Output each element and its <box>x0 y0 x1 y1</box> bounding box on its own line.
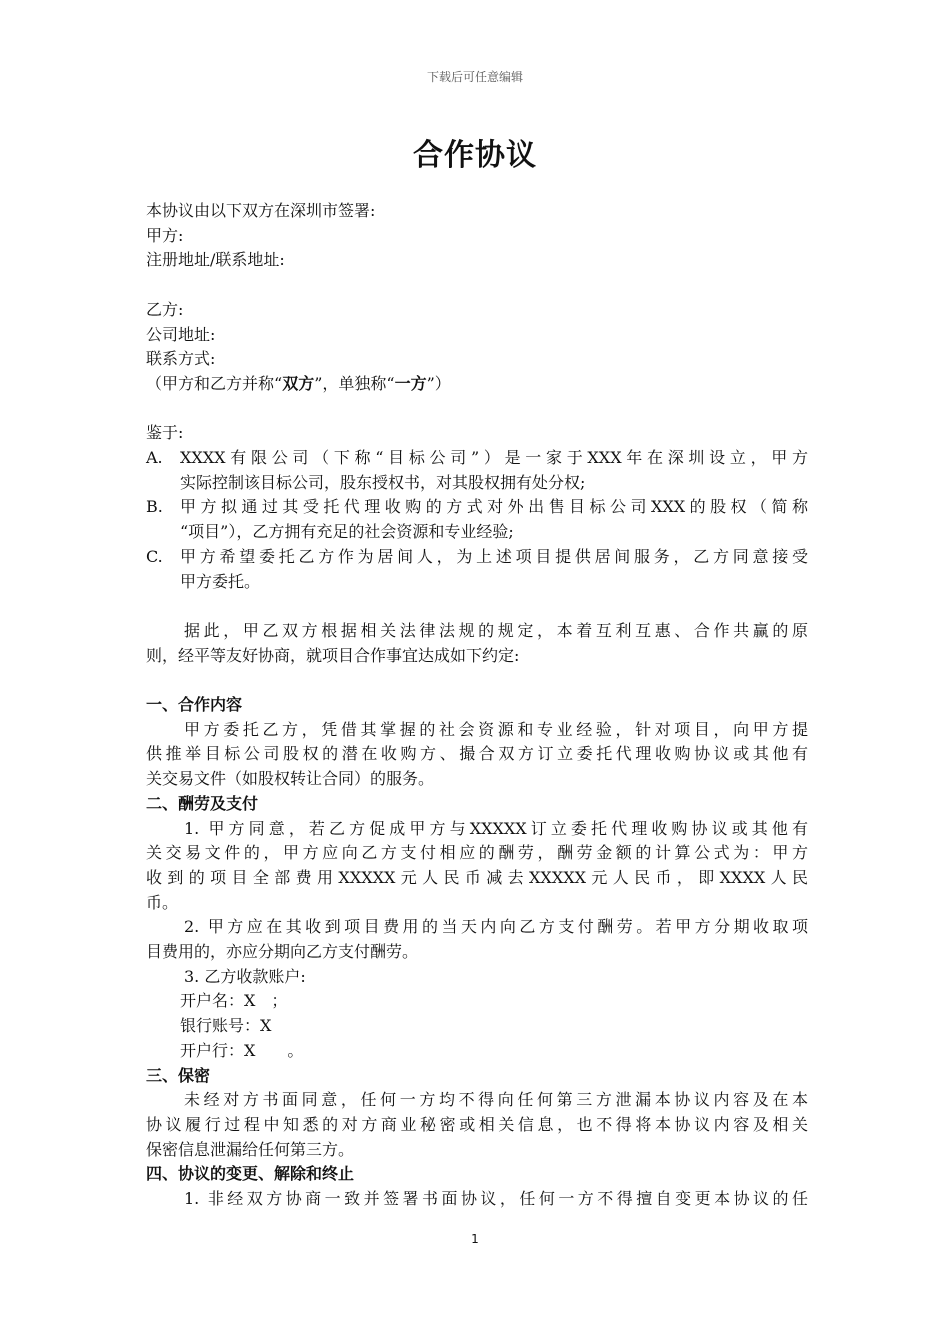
party-a-address-line: 注册地址/联系地址: <box>146 250 285 270</box>
section-2-p3-line: 3. 乙方收款账户: <box>184 966 306 986</box>
whereas-marker: C. <box>146 546 163 566</box>
section-2-p1-line: 收到的项目全部费用XXXXX元人民币减去XXXXX元人民币，即XXXX人民 <box>146 867 808 887</box>
account-name-line: 开户名：X ； <box>180 991 288 1011</box>
section-3-line: 协议履行过程中知悉的对方商业秘密或相关信息，也不得将本协议内容及相关 <box>146 1114 808 1134</box>
section-2-p2-line: 目费用的，亦应分期向乙方支付酬劳。 <box>146 942 419 962</box>
whereas-item-b: B. 甲方拟通过其受托代理收购的方式对外出售目标公司XXX的股权（简称 “项目”），乙方拥有充足的社会资源和专业经验; <box>146 495 808 544</box>
collective-definition: （甲方和乙方并称“双方”，单独称“一方”） <box>146 373 451 393</box>
section-3-heading: 三、保密 <box>146 1065 211 1085</box>
section-1-line: 关交易文件（如股权转让合同）的服务。 <box>146 769 435 789</box>
preamble-line-2: 则，经平等友好协商，就项目合作事宜达成如下约定: <box>146 645 520 665</box>
account-number-line: 银行账号：X <box>180 1016 272 1036</box>
section-4-heading: 四、协议的变更、解除和终止 <box>146 1164 355 1184</box>
party-b-contact-line: 联系方式: <box>146 349 216 369</box>
whereas-item-a: A. XXXX有限公司（下称“目标公司”）是一家于XXX年在深圳设立，甲方 实际控制该目标公司，股东授权书，对其股权拥有处分权; <box>146 446 808 495</box>
section-1-line: 供推举目标公司股权的潜在收购方、撮合双方订立委托代理收购协议或其他有 <box>146 744 808 764</box>
section-2-p1-line: 关交易文件的，甲方应向乙方支付相应的酬劳，酬劳金额的计算公式为：甲方 <box>146 843 808 863</box>
whereas-label: 鉴于: <box>146 423 184 443</box>
section-2-p2-line: 2. 甲方应在其收到项目费用的当天内向乙方支付酬劳。若甲方分期收取项 <box>184 917 808 937</box>
bank-line: 开户行：X 。 <box>180 1040 304 1060</box>
section-2-p1-line: 1. 甲方同意，若乙方促成甲方与XXXXX订立委托代理收购协议或其他有 <box>184 818 808 838</box>
section-4-line: 1. 非经双方协商一致并签署书面协议，任何一方不得擅自变更本协议的任 <box>184 1189 808 1209</box>
section-1-heading: 一、合作内容 <box>146 695 243 714</box>
page-number: 1 <box>471 1232 479 1246</box>
section-1-line: 甲方委托乙方，凭借其掌握的社会资源和专业经验，针对项目，向甲方提 <box>184 719 808 739</box>
whereas-item-c: C. 甲方希望委托乙方作为居间人，为上述项目提供居间服务，乙方同意接受 甲方委托。 <box>146 545 808 594</box>
document-title: 合作协议 <box>413 138 537 173</box>
header-note: 下载后可任意编辑 <box>426 70 523 84</box>
section-3-line: 未经对方书面同意，任何一方均不得向任何第三方泄漏本协议内容及在本 <box>184 1090 808 1110</box>
whereas-marker: A. <box>146 448 163 467</box>
section-3-line: 保密信息泄漏给任何第三方。 <box>146 1139 355 1159</box>
whereas-marker: B. <box>146 497 163 517</box>
section-2-p1-line: 币。 <box>146 892 179 912</box>
party-a-line: 甲方: <box>146 225 184 245</box>
party-b-address-line: 公司地址: <box>146 324 216 344</box>
section-2-heading: 二、酬劳及支付 <box>146 793 259 813</box>
preamble-line-1: 据此，甲乙双方根据相关法律法规的规定，本着互利互惠、合作共赢的原 <box>184 620 808 640</box>
document-body <box>146 199 808 1212</box>
signing-line: 本协议由以下双方在深圳市签署: <box>146 201 376 220</box>
party-b-line: 乙方: <box>146 299 184 319</box>
